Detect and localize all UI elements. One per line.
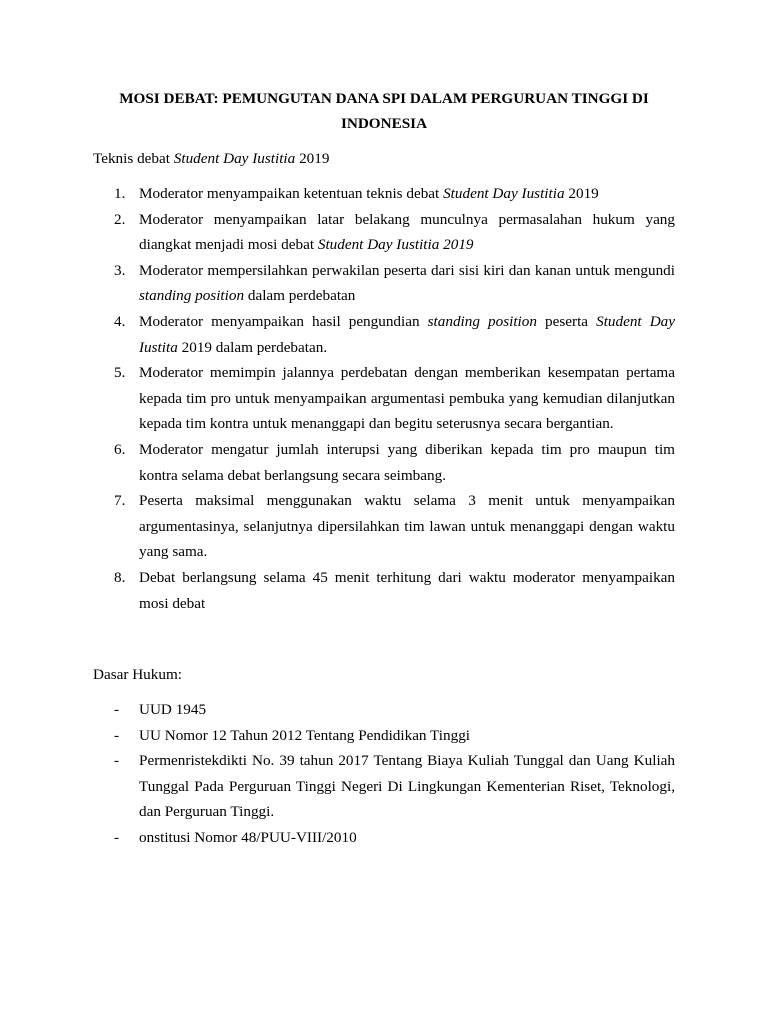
document-title <box>93 86 675 136</box>
step-number: 6. <box>114 440 126 458</box>
step-item <box>93 258 675 309</box>
step-text: Moderator menyampaikan hasil pengundian <box>139 312 428 330</box>
step-text: Debat berlangsung selama 45 menit terhitung dari waktu moderator menyampaikan mosi debat <box>139 568 675 612</box>
step-text: Moderator mempersilahkan perwakilan peserta dari sisi kiri dan kanan untuk mengundi <box>139 261 675 279</box>
legal-item-dash: - <box>114 828 120 846</box>
step-text: Peserta maksimal menggunakan waktu selama 3 menit untuk menyampaikan argumentasinya, selanjutnya dipersilahkan tim lawan untuk menanggapi dengan waktu yang sama. <box>139 492 675 561</box>
debate-steps-list <box>93 181 675 616</box>
legal-item <box>93 723 675 749</box>
step-item <box>93 360 675 437</box>
subtitle-pre: Teknis debat <box>93 150 174 167</box>
legal-item-text: UUD 1945 <box>139 701 207 718</box>
step-text: Moderator mengatur jumlah interupsi yang diberikan kepada tim pro maupun tim kontra selama debat berlangsung secara seimbang. <box>139 440 675 484</box>
step-number: 5. <box>114 364 126 382</box>
step-item <box>93 309 675 360</box>
step-text-italic: standing position <box>427 312 537 330</box>
step-number: 4. <box>114 312 126 330</box>
legal-item-text: Permenristekdikti No. 39 tahun 2017 Tentang Biaya Kuliah Tunggal dan Uang Kuliah Tunggal Pada Perguruan Tinggi Negeri Di Lingkungan Kementerian Riset, Teknologi, dan Perguruan Tinggi. <box>139 752 675 821</box>
step-item <box>93 565 675 616</box>
legal-basis-list <box>93 697 675 851</box>
step-text: Moderator memimpin jalannya perdebatan dengan memberikan kesempatan pertama kepada tim pro untuk menyampaikan argumentasi pembuka yang kemudian dilanjutkan kepada tim kontra untuk menanggapi dan begitu seterusnya secara bergantian. <box>139 364 675 433</box>
step-text-italic: Student Day Iustitia 2019 <box>317 236 474 254</box>
legal-item <box>93 825 675 851</box>
legal-item-dash: - <box>114 726 120 744</box>
legal-item-text: UU Nomor 12 Tahun 2012 Tentang Pendidikan Tinggi <box>139 726 471 744</box>
step-number: 8. <box>114 568 126 586</box>
step-text: dalam perdebatan <box>244 287 356 305</box>
step-text: 2019 dalam perdebatan. <box>177 338 328 356</box>
step-item <box>93 437 675 488</box>
step-item <box>93 207 675 258</box>
legal-item-dash: - <box>114 752 120 770</box>
step-number: 7. <box>114 492 126 510</box>
step-item <box>93 488 675 565</box>
step-text: Moderator menyampaikan latar belakang munculnya permasalahan hukum yang diangkat menjadi mosi debat <box>139 210 675 254</box>
legal-item <box>93 697 675 723</box>
step-text: Moderator menyampaikan ketentuan teknis debat <box>139 185 444 202</box>
title-line-1: MOSI DEBAT: PEMUNGUTAN DANA SPI DALAM PERGURUAN TINGGI DI <box>119 90 649 107</box>
step-text: 2019 <box>564 185 599 202</box>
subtitle-post: 2019 <box>295 150 330 167</box>
legal-item-text: onstitusi Nomor 48/PUU-VIII/2010 <box>139 828 357 846</box>
step-text-italic: Student Day Iustitia <box>443 185 565 202</box>
debate-technique-heading <box>93 146 329 171</box>
step-text-italic: Student Day Iustita <box>139 312 676 356</box>
step-text-italic: standing position <box>139 287 245 305</box>
step-item <box>93 181 675 207</box>
step-text: peserta <box>536 312 597 330</box>
legal-item-dash: - <box>114 701 120 718</box>
legal-item <box>93 748 675 825</box>
step-number: 3. <box>114 261 126 279</box>
subtitle-em: Student Day Iustitia <box>173 150 296 167</box>
legal-basis-heading: Dasar Hukum: <box>93 666 182 683</box>
step-number: 1. <box>114 185 126 202</box>
title-line-2: INDONESIA <box>340 115 428 132</box>
step-number: 2. <box>114 210 126 228</box>
